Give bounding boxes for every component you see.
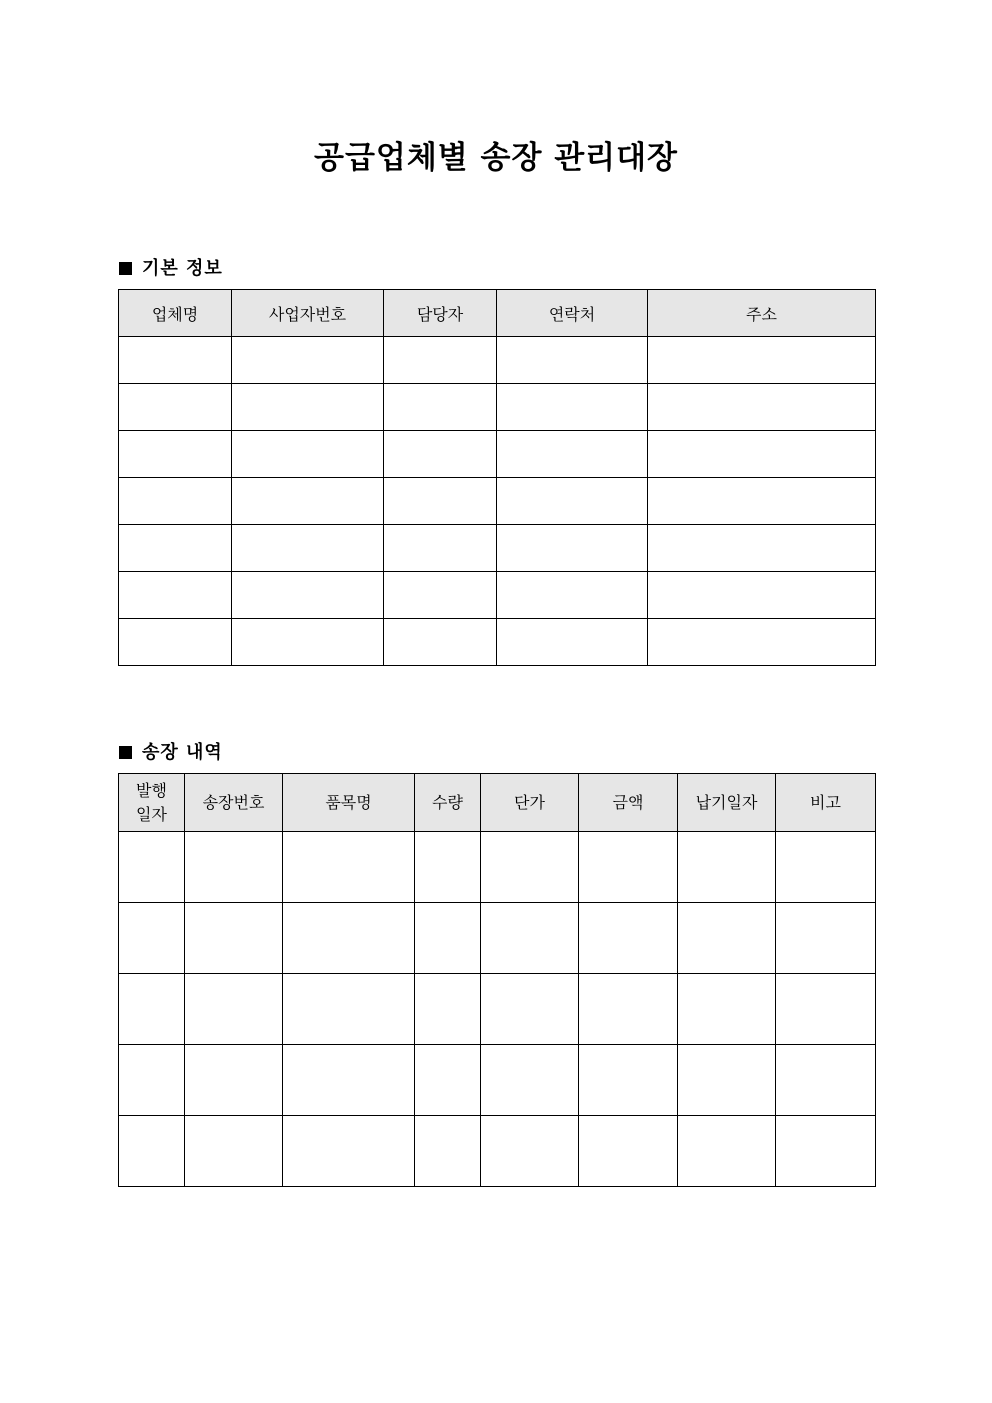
table-cell[interactable] [648,525,876,572]
table-cell[interactable] [648,572,876,619]
table-cell[interactable] [119,337,232,384]
table-cell[interactable] [579,832,678,903]
section-heading-label: 송장 내역 [142,742,223,763]
table-row [119,384,876,431]
table-row [119,478,876,525]
section-heading-invoice [119,738,223,764]
table-cell[interactable] [678,974,776,1045]
table-cell[interactable] [497,384,648,431]
table-cell[interactable] [384,384,497,431]
table-row [119,619,876,666]
table-cell[interactable] [579,1045,678,1116]
table-row [119,525,876,572]
square-bullet-icon [119,262,132,275]
table-cell[interactable] [119,619,232,666]
table-cell[interactable] [232,478,384,525]
column-header-invoice-number: 송장번호 [185,774,283,832]
table-cell[interactable] [497,337,648,384]
table-cell[interactable] [678,903,776,974]
table-cell[interactable] [119,478,232,525]
table-cell[interactable] [648,431,876,478]
table-cell[interactable] [648,337,876,384]
table-cell[interactable] [481,1116,579,1187]
table-cell[interactable] [497,572,648,619]
column-header-business-number: 사업자번호 [232,290,384,337]
table-cell[interactable] [384,431,497,478]
column-header-item-name: 품목명 [283,774,415,832]
table-cell[interactable] [481,974,579,1045]
column-header-amount: 금액 [579,774,678,832]
table-cell[interactable] [384,619,497,666]
column-header-remarks: 비고 [776,774,876,832]
table-cell[interactable] [232,619,384,666]
table-cell[interactable] [678,832,776,903]
table-cell[interactable] [232,525,384,572]
table-row [119,903,876,974]
table-cell[interactable] [119,903,185,974]
column-header-delivery-date: 납기일자 [678,774,776,832]
column-header-company-name: 업체명 [119,290,232,337]
table-cell[interactable] [497,619,648,666]
table-cell[interactable] [185,1116,283,1187]
table-cell[interactable] [481,1045,579,1116]
column-header-address: 주소 [648,290,876,337]
table-row [119,337,876,384]
table-cell[interactable] [579,1116,678,1187]
table-row [119,974,876,1045]
table-cell[interactable] [497,431,648,478]
column-header-issue-date: 발행 일자 [119,774,185,832]
table-cell[interactable] [579,974,678,1045]
table-cell[interactable] [283,832,415,903]
table-cell[interactable] [119,525,232,572]
table-row [119,572,876,619]
table-cell[interactable] [497,478,648,525]
table-cell[interactable] [384,337,497,384]
square-bullet-icon [119,746,132,759]
table-cell[interactable] [232,384,384,431]
table-cell[interactable] [415,1116,481,1187]
table-cell[interactable] [497,525,648,572]
table-header-row [119,290,876,337]
table-cell[interactable] [776,903,876,974]
table-cell[interactable] [384,478,497,525]
table-cell[interactable] [481,903,579,974]
table-row [119,832,876,903]
table-cell[interactable] [185,1045,283,1116]
table-cell[interactable] [415,974,481,1045]
table-cell[interactable] [678,1045,776,1116]
table-cell[interactable] [119,974,185,1045]
table-header-row [119,774,876,832]
table-cell[interactable] [776,1045,876,1116]
column-header-unit-price: 단가 [481,774,579,832]
table-cell[interactable] [384,572,497,619]
table-cell[interactable] [185,903,283,974]
table-cell[interactable] [648,384,876,431]
table-cell[interactable] [648,478,876,525]
table-cell[interactable] [648,619,876,666]
column-header-contact-person: 담당자 [384,290,497,337]
table-cell[interactable] [119,1045,185,1116]
table-cell[interactable] [119,572,232,619]
table-cell[interactable] [119,1116,185,1187]
table-cell[interactable] [283,903,415,974]
table-cell[interactable] [119,832,185,903]
column-header-quantity: 수량 [415,774,481,832]
table-cell[interactable] [776,1116,876,1187]
table-cell[interactable] [678,1116,776,1187]
table-cell[interactable] [283,1116,415,1187]
table-cell[interactable] [232,431,384,478]
table-cell[interactable] [415,1045,481,1116]
table-cell[interactable] [232,337,384,384]
section-heading-label: 기본 정보 [142,258,223,279]
table-cell[interactable] [415,903,481,974]
table-cell[interactable] [776,832,876,903]
table-cell[interactable] [232,572,384,619]
document-title: 공급업체별 송장 관리대장 [314,140,678,176]
table-row [119,1045,876,1116]
table-cell[interactable] [119,384,232,431]
table-cell[interactable] [415,832,481,903]
table-cell[interactable] [283,1045,415,1116]
table-cell[interactable] [579,903,678,974]
table-cell[interactable] [384,525,497,572]
table-cell[interactable] [185,832,283,903]
table-cell[interactable] [185,974,283,1045]
section-heading-basic-info [119,254,223,280]
table-cell[interactable] [481,832,579,903]
table-cell[interactable] [283,974,415,1045]
column-header-phone: 연락처 [497,290,648,337]
basic-info-table [118,289,876,666]
table-row [119,431,876,478]
table-cell[interactable] [119,431,232,478]
table-cell[interactable] [776,974,876,1045]
table-row [119,1116,876,1187]
invoice-table [118,773,876,1187]
